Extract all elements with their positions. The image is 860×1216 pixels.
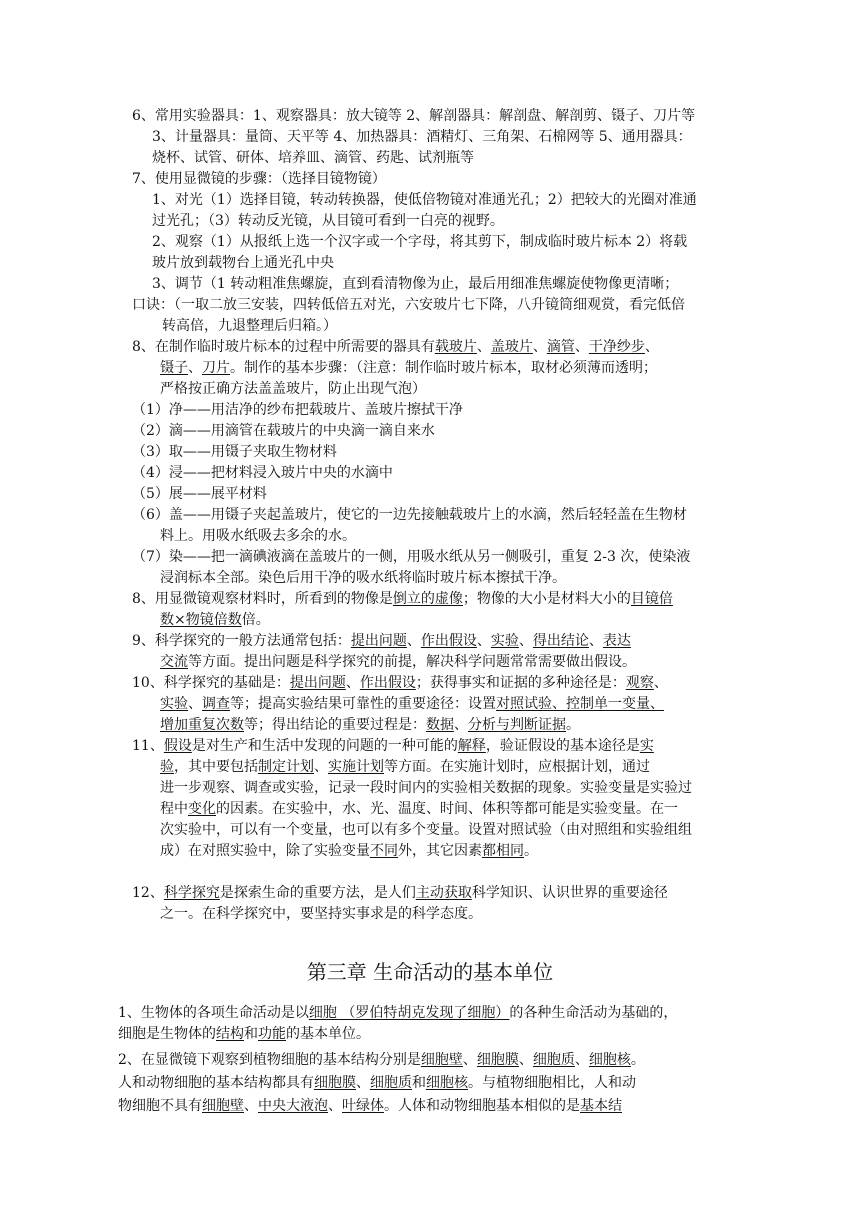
text-line: 程中变化的因素。在实验中，水、光、温度、时间、体积等都可能是实验变量。在一: [160, 801, 678, 817]
text-line: 数×物镜倍数倍。: [160, 612, 270, 628]
text-line: 转高倍，九退整理后归箱。）: [162, 318, 337, 334]
text-line: 3、调节（1 转动粗准焦螺旋，直到看清物像为止，最后用细准焦螺旋使物像更清晰；: [152, 276, 679, 292]
text-line: 进一步观察、调查或实验，记录一段时间内的实验相关数据的现象。实验变量是实验过: [160, 780, 692, 796]
text-line: 8、用显微镜观察材料时，所看到的物像是倒立的虚像；物像的大小是材料大小的目镜倍: [132, 591, 673, 607]
text-line: 3、计量器具：量筒、天平等 4、加热器具：酒精灯、三角架、石棉网等 5、通用器具：: [152, 129, 692, 145]
text-line: 镊子、刀片。制作的基本步骤：（注意：制作临时玻片标本，取材必须薄而透明；: [160, 360, 657, 376]
text-line: （7）染——把一滴碘液滴在盖玻片的一侧，用吸水纸从另一侧吸引，重复 2-3 次，使染液: [132, 549, 691, 565]
text-line: 交流等方面。提出问题是科学探究的前提，解决科学问题常常需要做出假设。: [160, 654, 636, 670]
text-line: 实验、调查等；提高实验结果可靠性的重要途径：设置对照试验、控制单一变量、: [160, 696, 664, 712]
text-line: 增加重复次数等；得出结论的重要过程是：数据、分析与判断证据。: [160, 717, 580, 733]
text-line: 玻片放到载物台上通光孔中央: [152, 255, 334, 271]
text-line: 烧杯、试管、研体、培养皿、滴管、药匙、试剂瓶等: [152, 150, 474, 166]
text-line: 12、科学探究是探索生命的重要方法，是人们主动获取科学知识、认识世界的重要途径: [132, 885, 668, 901]
text-line: （6）盖——用镊子夹起盖玻片，使它的一边先接触载玻片上的水滴，然后轻轻盖在生物材: [132, 507, 687, 523]
text-line: 8、在制作临时玻片标本的过程中所需要的器具有载玻片、盖玻片、滴管、干净纱步、: [132, 339, 659, 355]
text-line: （5）展——展平材料: [132, 486, 267, 502]
text-line: 口诀：（一取二放三安装，四转低倍五对光，六安玻片七下降，八升镜筒细观赏，看完低倍: [132, 297, 685, 313]
chapter-title: 第三章 生命活动的基本单位: [306, 960, 554, 984]
text-line: 验，其中要包括制定计划、实施计划等方面。在实施计划时，应根据计划，通过: [160, 759, 650, 775]
text-line: 7、使用显微镜的步骤：（选择目镜物镜）: [132, 171, 386, 187]
text-line: 严格按正确方法盖盖玻片，防止出现气泡）: [160, 381, 426, 397]
text-line: 次实验中，可以有一个变量，也可以有多个变量。设置对照试验（由对照组和实验组组: [160, 822, 692, 838]
text-line: 9、科学探究的一般方法通常包括：提出问题、作出假设、实验、得出结论、表达: [132, 633, 631, 649]
text-line: （4）浸——把材料浸入玻片中央的水滴中: [132, 465, 393, 481]
text-line: 料上。用吸水纸吸去多余的水。: [160, 528, 356, 544]
text-line: 2、观察（1）从报纸上选一个汉字或一个字母，将其剪下，制成临时玻片标本 2）将载: [152, 234, 688, 250]
text-line: 细胞是生物体的结构和功能的基本单位。: [118, 1026, 370, 1042]
text-line: 之一。在科学探究中，要坚持实事求是的科学态度。: [160, 906, 482, 922]
text-line: 1、对光（1）选择目镜，转动转换器，使低倍物镜对准通光孔；2）把较大的光圈对准通: [152, 192, 697, 208]
text-line: 1、生物体的各项生命活动是以细胞 （罗伯特胡克发现了细胞）的各种生命活动为基础的，: [118, 1005, 678, 1021]
text-line: 11、假设是对生产和生活中发现的问题的一种可能的解释，验证假设的基本途径是实: [132, 738, 654, 754]
text-line: 过光孔；（3）转动反光镜，从目镜可看到一白亮的视野。: [152, 213, 504, 229]
text-line: 2、在显微镜下观察到植物细胞的基本结构分别是细胞壁、细胞膜、细胞质、细胞核。: [118, 1052, 645, 1068]
text-line: 成）在对照实验中，除了实验变量不同外，其它因素都相同。: [160, 843, 538, 859]
text-line: （2）滴——用滴管在载玻片的中央滴一滴自来水: [132, 423, 435, 439]
text-line: 6、常用实验器具：1、观察器具：放大镜等 2、解剖器具：解剖盘、解剖剪、镊子、刀片等: [132, 108, 696, 124]
text-line: （1）净——用洁净的纱布把载玻片、盖玻片擦拭干净: [132, 402, 463, 418]
text-line: 浸润标本全部。染色后用干净的吸水纸将临时玻片标本擦拭干净。: [160, 570, 566, 586]
text-line: 人和动物细胞的基本结构都具有细胞膜、细胞质和细胞核。与植物细胞相比，人和动: [118, 1075, 636, 1091]
text-line: （3）取——用镊子夹取生物材料: [132, 444, 337, 460]
text-line: 物细胞不具有细胞壁、中央大液泡、叶绿体。人体和动物细胞基本相似的是基本结: [118, 1098, 622, 1114]
text-line: 10、科学探究的基础是：提出问题、作出假设；获得事实和证据的多种途径是：观察、: [132, 675, 668, 691]
